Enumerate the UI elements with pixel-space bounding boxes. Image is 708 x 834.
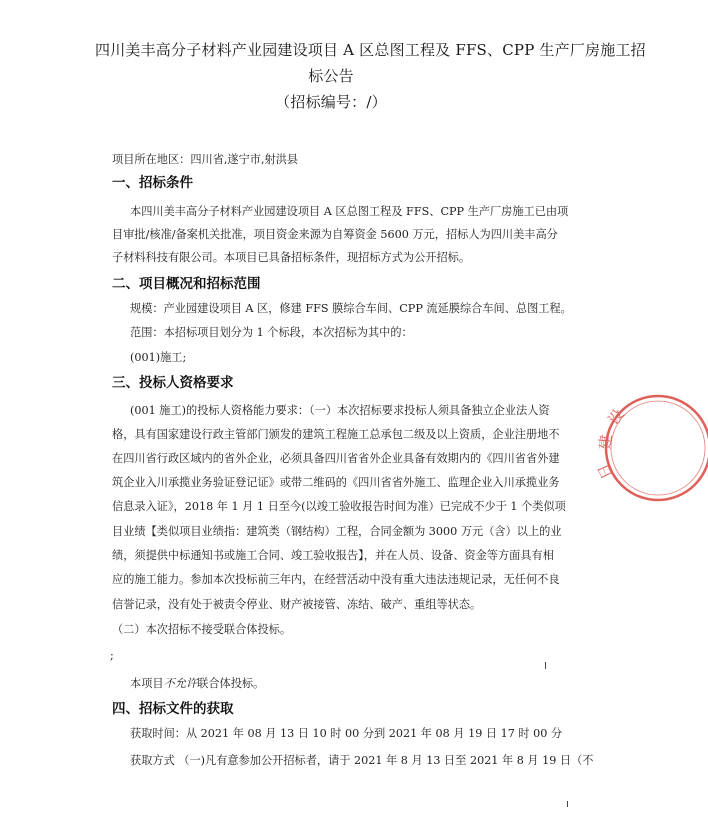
section-1-line: 本四川美丰高分子材料产业园建设项目 A 区总图工程及 FFS、CPP 生产厂房施工已由项 <box>130 205 569 218</box>
section-3-line: 信息录入证》，2018 年 1 月 1 日至今(以竣工验收报告时间为准）已完成不少于 1 个类似项 <box>112 500 566 513</box>
section-3-line: 应的施工能力。参加本次投标前三年内，在经营活动中没有重大违法违规记录，无任何不良 <box>112 573 560 586</box>
scan-speck <box>545 662 546 669</box>
consortium-statement <box>130 676 264 692</box>
stamp-char: 设 <box>604 405 628 429</box>
consortium-suffix: 联合体投标。 <box>197 677 265 690</box>
acquisition-method: 获取方式 （一)凡有意参加公开招标者，请于 2021 年 8 月 13 日至 2021 年 8 月 19 日（不 <box>130 754 594 767</box>
consortium-italic: 不允许 <box>163 677 198 690</box>
section-1-line: 子材料科技有限公司。本项目已具备招标条件，现招标方式为公开招标。 <box>112 251 471 264</box>
section-3-line: （二）本次招标不接受联合体投标。 <box>112 623 292 636</box>
consortium-prefix: 本项目 <box>130 677 164 690</box>
section-3-line: ; <box>110 649 114 662</box>
section-2-line: 规模：产业园建设项目 A 区，修建 FFS 膜综合车间、CPP 流延膜综合车间、总图工程。 <box>130 302 572 315</box>
section-3-line: 目业绩【类似项目业绩指：建筑类（钢结构）工程，合同金额为 3000 万元（含）以上的业 <box>112 525 562 538</box>
section-3-line: 在四川省行政区域内的省外企业，必须具备四川省省外企业具备有效期内的《四川省省外建 <box>112 452 560 465</box>
section-3-line: 绩，须提供中标通知书或施工合同、竣工验收报告】，并在人员、设备、资金等方面具有相 <box>112 549 554 562</box>
section-3-line: 格，具有国家建设行政主管部门颁发的建筑工程施工总承包二级及以上资质，企业注册地不 <box>112 428 560 441</box>
document-title-line-1: 四川美丰高分子材料产业园建设项目 A 区总图工程及 FFS、CPP 生产厂房施工招 <box>95 41 646 59</box>
acquisition-time: 获取时间：从 2021 年 08 月 13 日 10 时 00 分到 2021 年 08 月 19 日 17 时 00 分 <box>130 727 563 740</box>
section-3-line: 信誉记录，没有处于被责令停业、财产被接管、冻结、破产、重组等状态。 <box>112 598 482 611</box>
red-seal-stamp <box>593 388 708 498</box>
section-2-line: (001)施工; <box>130 351 187 364</box>
document-title-line-2: 标公告 <box>308 67 354 85</box>
stamp-char: 建 <box>596 433 616 451</box>
section-1-heading: 一、招标条件 <box>112 175 193 191</box>
tender-number: （招标编号：/） <box>275 93 387 111</box>
section-3-line: (001 施工)的投标人资格能力要求：（一）本次招标要求投标人须具备独立企业法人资 <box>130 404 550 417</box>
scan-speck <box>567 801 568 807</box>
section-3-heading: 三、投标人资格要求 <box>112 375 234 391</box>
section-1-line: 目审批/核准/备案机关批准，项目资金来源为自筹资金 5600 万元，招标人为四川美丰高分 <box>112 228 558 241</box>
stamp-char: 日 <box>593 460 617 482</box>
section-2-line: 范围：本招标项目划分为 1 个标段，本次招标为其中的： <box>130 326 413 339</box>
section-3-line: 筑企业入川承揽业务验证登记证》或带二维码的《四川省省外施工、监理企业入川承揽业务 <box>112 476 560 489</box>
section-2-heading: 二、项目概况和招标范围 <box>112 276 261 292</box>
project-location: 项目所在地区：四川省,遂宁市,射洪县 <box>112 153 299 166</box>
section-4-heading: 四、招标文件的获取 <box>112 701 234 717</box>
